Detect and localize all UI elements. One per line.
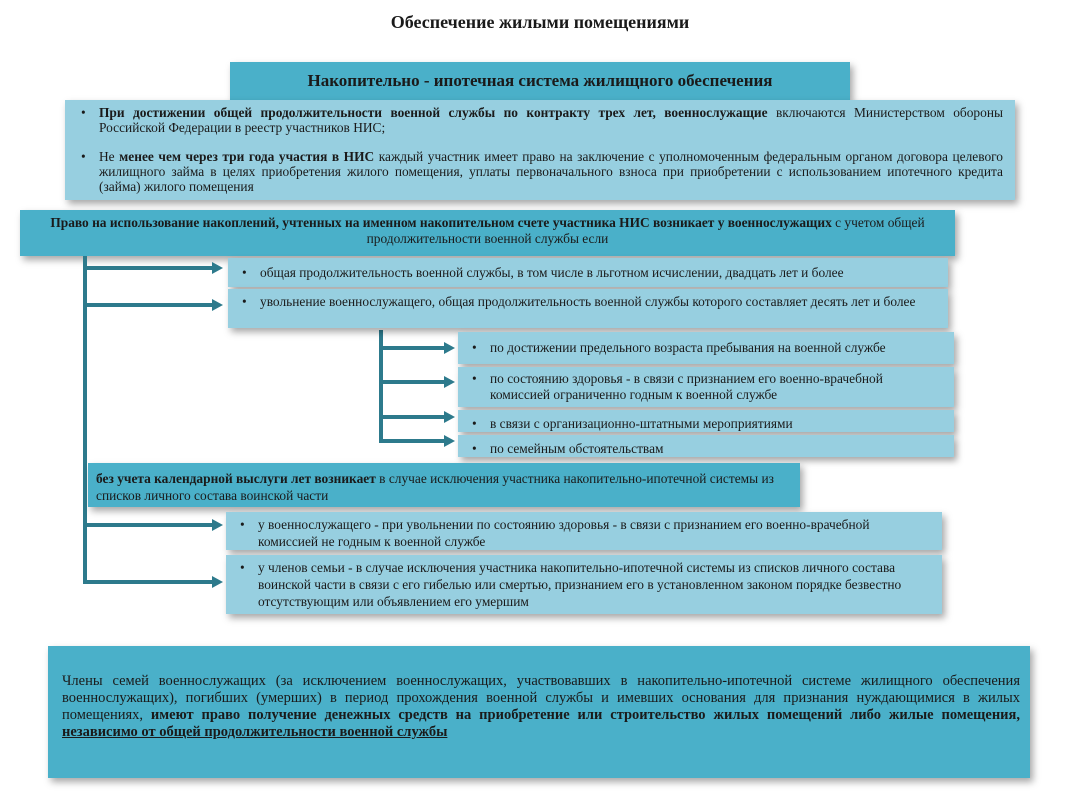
- reason-age-limit: [458, 332, 954, 364]
- no-service-family: [226, 555, 942, 614]
- no-service-serviceman: [226, 512, 942, 550]
- no-service-text: • у членов семьи - в случае исключения участника накопительно-ипотечной системы из списков личного состава воинской части в связи с его гибелью или смертью, признанием его в установленном законом порядке безвестно отсутствующим или объявлением его умершим: [232, 559, 902, 610]
- family-rights-underlined: независимо от общей продолжительности военной службы: [62, 724, 448, 740]
- system-header: Накопительно - ипотечная система жилищного обеспечения: [230, 62, 850, 100]
- condition-ten-years: [228, 289, 948, 328]
- condition-text: • общая продолжительность военной службы, в том числе в льготном исчислении, двадцать лет и более: [234, 265, 938, 280]
- reason-text: • по состоянию здоровья - в связи с признанием его военно-врачебной комиссией ограниченно годным к военной службе: [464, 371, 944, 403]
- no-service-text: • у военнослужащего - при увольнении по состоянию здоровья - в связи с признанием его военно-врачебной комиссией не годным к военной службе: [232, 516, 932, 550]
- reason-org-staff: [458, 410, 954, 432]
- condition-twenty-years: [228, 258, 948, 287]
- arrow-s1: [444, 342, 455, 354]
- arrow-h2: [212, 299, 223, 311]
- connector-h1: [83, 266, 213, 270]
- connector-h4: [83, 580, 213, 584]
- connector-s1: [379, 346, 445, 350]
- page-title: Обеспечение жилыми помещениями: [390, 12, 690, 32]
- reason-family: [458, 435, 954, 457]
- family-rights-text: Члены семей военнослужащих (за исключением военнослужащих, участвовавших в накопительно-ипотечной системе жилищного обеспечения военнослужащих), погибших (умерших) в период прохождения военной службы и имевших основания для признания нуждающимися в жилых помещениях,: [62, 673, 1020, 723]
- intro-box: [65, 100, 1015, 200]
- family-rights-bold: имеют право получение денежных средств на приобретение или строительство жилых помещений либо жилые помещения,: [150, 707, 1020, 723]
- no-service-header: без учета календарной выслуги лет возникает в случае исключения участника накопительно-ипотечной системы из списков личного состава воинской части: [88, 463, 800, 507]
- arrow-s2: [444, 376, 455, 388]
- intro-item-loan: • Не менее чем через три года участия в НИС каждый участник имеет право на заключение с уполномоченным федеральным органом договора целевого жилищного займа в целях приобретения жилого помещения, уплаты первоначального взноса при приобретении с использованием ипотечного кредита (займа) жилого помещения: [73, 149, 1003, 194]
- connector-h2: [83, 303, 213, 307]
- connector-s4: [379, 439, 445, 443]
- arrow-s4: [444, 435, 455, 447]
- arrow-h3: [212, 519, 223, 531]
- family-rights-box: [48, 646, 1030, 778]
- reason-text: • по семейным обстоятельствам: [464, 441, 944, 456]
- arrow-s3: [444, 411, 455, 423]
- arrow-h4: [212, 576, 223, 588]
- reason-health: [458, 367, 954, 407]
- reason-text: • в связи с организационно-штатными мероприятиями: [464, 416, 944, 431]
- condition-text: • увольнение военнослужащего, общая продолжительность военной службы которого составляет десять лет и более: [234, 293, 938, 310]
- connector-h3: [83, 523, 213, 527]
- connector-s2: [379, 380, 445, 384]
- arrow-h1: [212, 262, 223, 274]
- savings-right-header: Право на использование накоплений, учтенных на именном накопительном счете участника НИС возникает у военнослужащих с учетом общей продолжительности военной службы если: [20, 210, 955, 256]
- reason-text: • по достижении предельного возраста пребывания на военной службе: [464, 340, 944, 355]
- connector-s3: [379, 415, 445, 419]
- intro-item-registry: • При достижении общей продолжительности военной службы по контракту трех лет, военнослужащие включаются Министерством обороны Российской Федерации в реестр участников НИС;: [73, 105, 1003, 135]
